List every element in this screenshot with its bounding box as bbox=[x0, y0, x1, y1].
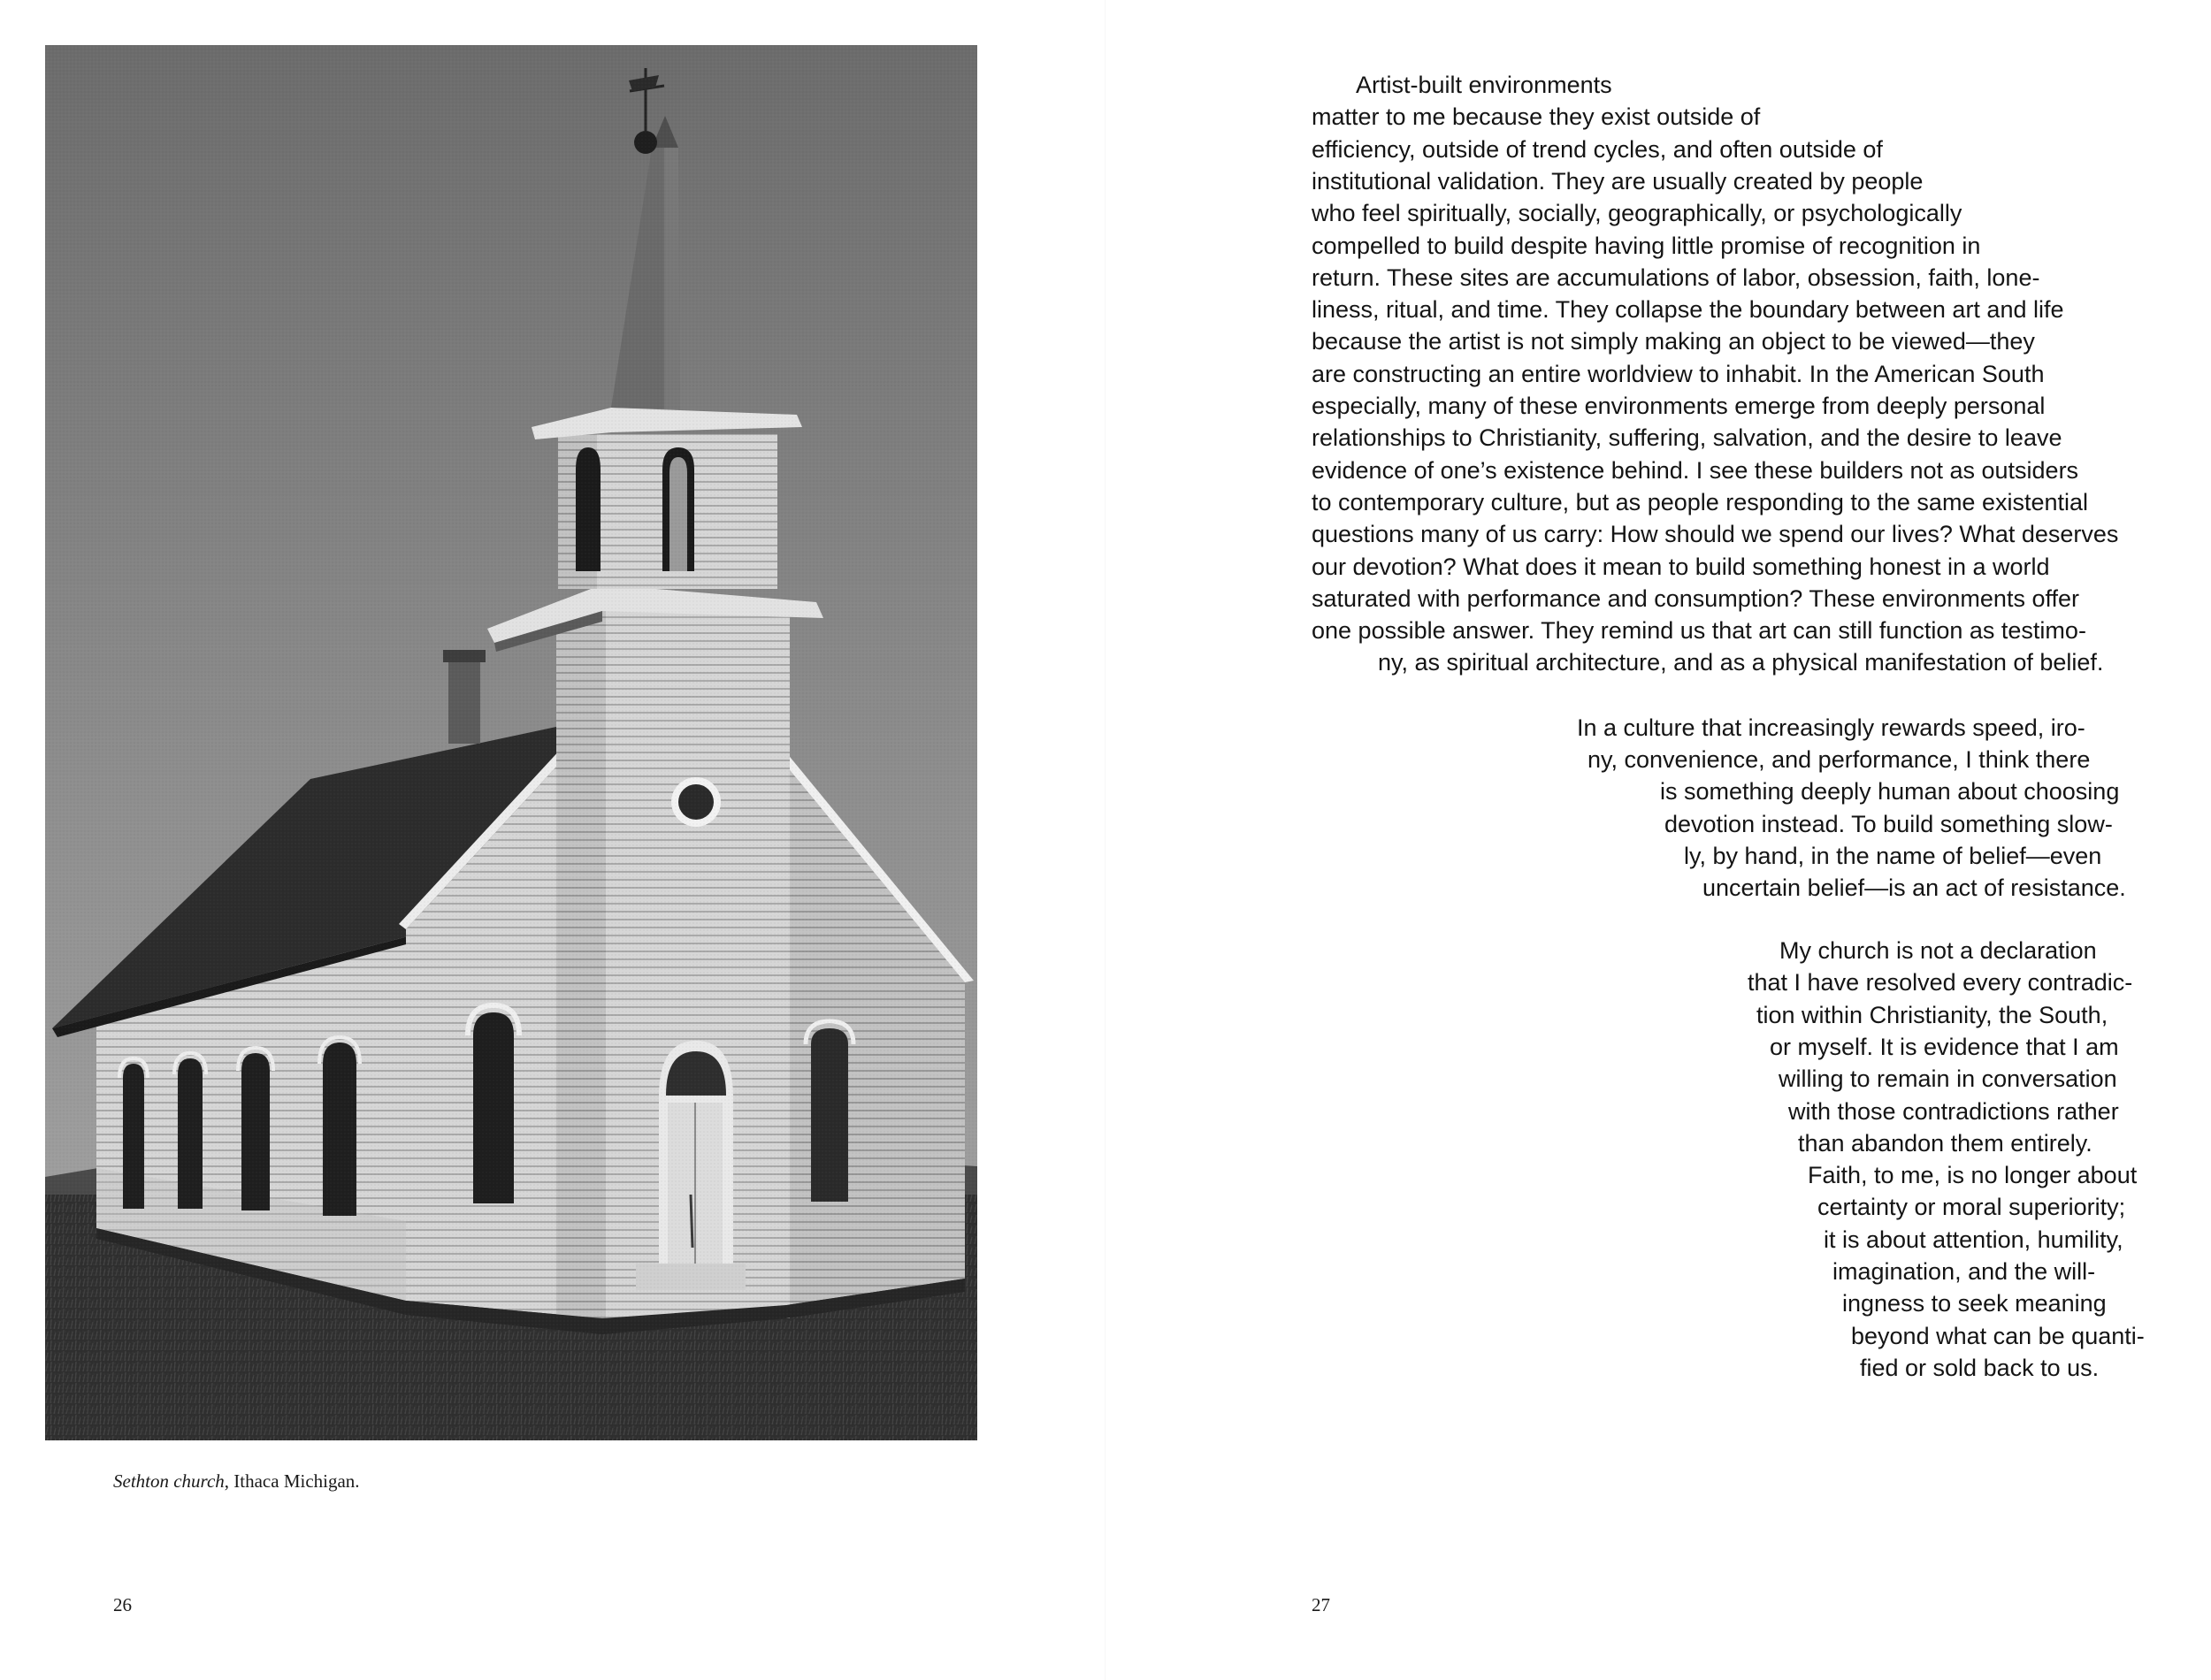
essay-line: because the artist is not simply making an object to be viewed—they bbox=[1312, 328, 2035, 355]
essay-line: uncertain belief—is an act of resistance. bbox=[1702, 874, 2126, 901]
essay-line: imagination, and the will- bbox=[1832, 1258, 2096, 1285]
photo-caption bbox=[113, 1470, 360, 1493]
church-photo-drawing bbox=[45, 45, 977, 1440]
essay-line: institutional validation. They are usually created by people bbox=[1312, 167, 1924, 195]
essay-line: matter to me because they exist outside of bbox=[1312, 103, 1761, 131]
essay-line: is something deeply human about choosing bbox=[1660, 778, 2120, 806]
essay-line: certainty or moral superiority; bbox=[1817, 1194, 2126, 1221]
essay-line: or myself. It is evidence that I am bbox=[1770, 1033, 2119, 1060]
essay-line: In a culture that increasingly rewards speed, iro- bbox=[1577, 714, 2085, 741]
essay-line: are constructing an entire worldview to inhabit. In the American South bbox=[1312, 360, 2045, 387]
essay-line: especially, many of these environments emerge from deeply personal bbox=[1312, 393, 2046, 419]
essay-line: willing to remain in conversation bbox=[1779, 1065, 2117, 1093]
essay-line: questions many of us carry: How should we spend our lives? What deserves bbox=[1312, 521, 2119, 548]
essay-line: beyond what can be quanti- bbox=[1851, 1322, 2145, 1349]
caption-title: Sethton church bbox=[113, 1470, 225, 1492]
essay-line: Faith, to me, is no longer about bbox=[1808, 1162, 2138, 1189]
essay-line: it is about attention, humility, bbox=[1824, 1226, 2123, 1253]
essay-line: devotion instead. To build something slow- bbox=[1664, 810, 2113, 837]
essay-line: compelled to build despite having little promise of recognition in bbox=[1312, 232, 1981, 259]
essay-line: My church is not a declaration bbox=[1779, 937, 2097, 964]
essay-line: saturated with performance and consumption? These environments offer bbox=[1312, 584, 2079, 612]
essay-line: our devotion? What does it mean to build something honest in a world bbox=[1312, 553, 2050, 580]
essay-line: one possible answer. They remind us that art can still function as testimo- bbox=[1312, 617, 2086, 645]
essay-line: ny, convenience, and performance, I think there bbox=[1587, 746, 2091, 774]
essay-line: than abandon them entirely. bbox=[1798, 1129, 2092, 1157]
essay-line: liness, ritual, and time. They collapse the boundary between art and life bbox=[1312, 296, 2064, 324]
essay-line: who feel spiritually, socially, geographically, or psychologically bbox=[1312, 200, 1962, 227]
page-number-right: 27 bbox=[1312, 1594, 1330, 1615]
essay-line: Artist-built environments bbox=[1356, 72, 1612, 98]
page-number-left: 26 bbox=[113, 1594, 132, 1615]
essay-line: evidence of one’s existence behind. I see these builders not as outsiders bbox=[1312, 456, 2079, 484]
essay-line: return. These sites are accumulations of labor, obsession, faith, lone- bbox=[1312, 263, 2040, 291]
essay-line: that I have resolved every contradic- bbox=[1748, 969, 2133, 997]
caption-location: , Ithaca Michigan. bbox=[224, 1470, 360, 1492]
essay-line: ly, by hand, in the name of belief—even bbox=[1684, 842, 2102, 869]
essay-line: ingness to seek meaning bbox=[1842, 1290, 2107, 1317]
essay-line: tion within Christianity, the South, bbox=[1756, 1001, 2108, 1028]
essay-line: relationships to Christianity, suffering, salvation, and the desire to leave bbox=[1312, 424, 2062, 452]
essay-line: to contemporary culture, but as people responding to the same existential bbox=[1312, 488, 2089, 515]
essay-line: ny, as spiritual architecture, and as a physical manifestation of belief. bbox=[1378, 649, 2104, 676]
essay-line: efficiency, outside of trend cycles, and often outside of bbox=[1312, 135, 1883, 163]
essay-line: with those contradictions rather bbox=[1788, 1097, 2119, 1125]
spread-gutter bbox=[1105, 0, 1106, 1680]
essay-line: fied or sold back to us. bbox=[1860, 1354, 2100, 1381]
church-photograph bbox=[45, 45, 977, 1440]
